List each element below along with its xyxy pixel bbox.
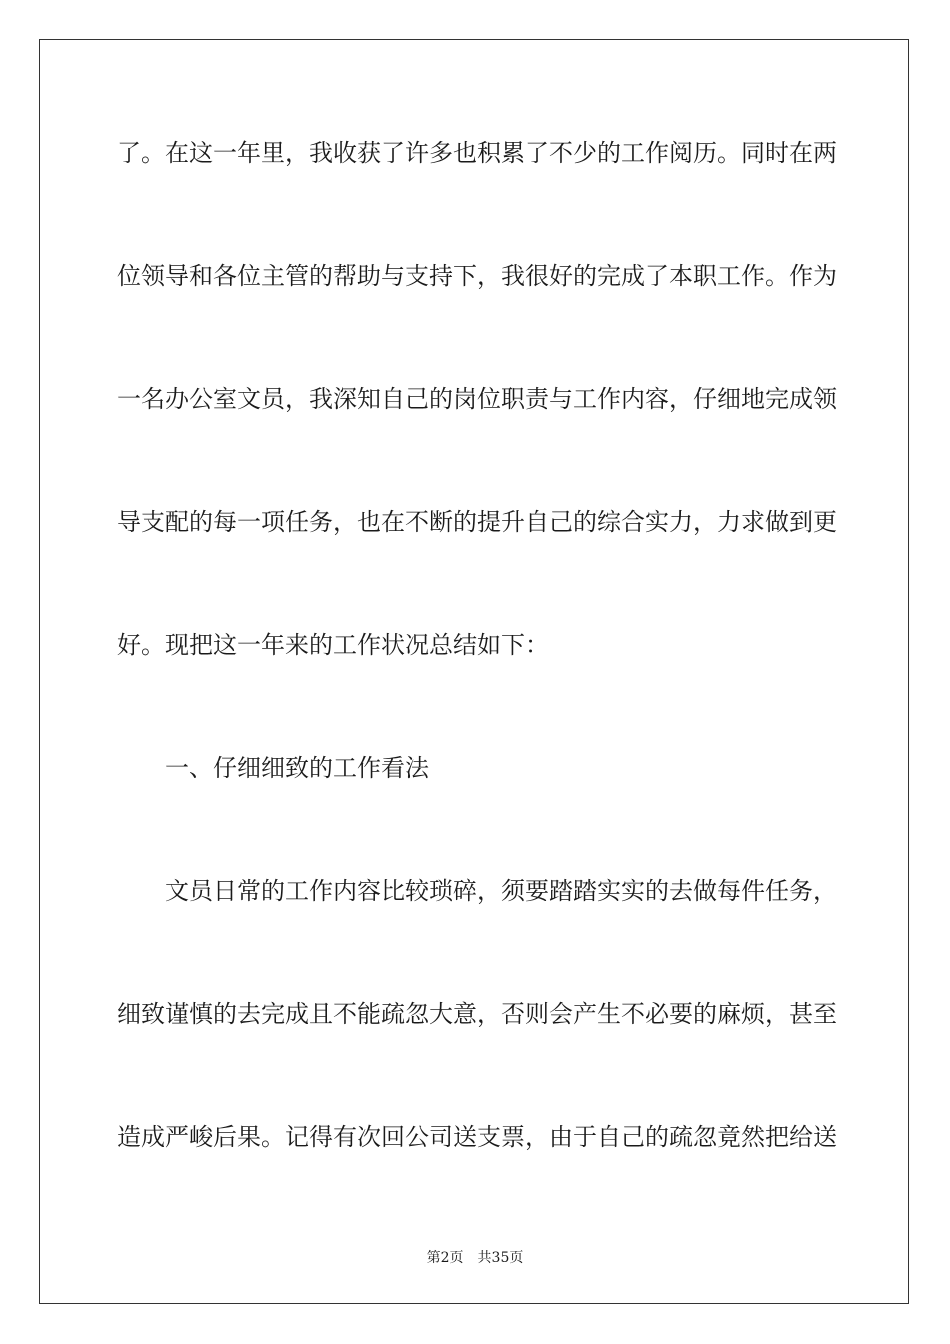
body-line: 一名办公室文员，我深知自己的岗位职责与工作内容，仔细地完成领 [117, 385, 837, 413]
page-footer [0, 1247, 950, 1267]
body-line: 了。在这一年里，我收获了许多也积累了不少的工作阅历。同时在两 [117, 139, 837, 167]
body-line: 导支配的每一项任务，也在不断的提升自己的综合实力，力求做到更 [117, 508, 837, 536]
body-line: 细致谨慎的去完成且不能疏忽大意，否则会产生不必要的麻烦，甚至 [117, 1000, 837, 1028]
body-line: 造成严峻后果。记得有次回公司送支票，由于自己的疏忽竟然把给送 [117, 1123, 837, 1151]
section-heading: 一、仔细细致的工作看法 [165, 754, 429, 782]
page-border [39, 39, 909, 1304]
body-line: 位领导和各位主管的帮助与支持下，我很好的完成了本职工作。作为 [117, 262, 837, 290]
page-total: 共35页 [477, 1250, 524, 1266]
body-line: 好。现把这一年来的工作状况总结如下： [117, 631, 549, 659]
body-line: 文员日常的工作内容比较琐碎，须要踏踏实实的去做每件任务， [165, 877, 837, 905]
page-number: 第2页 [426, 1250, 464, 1266]
